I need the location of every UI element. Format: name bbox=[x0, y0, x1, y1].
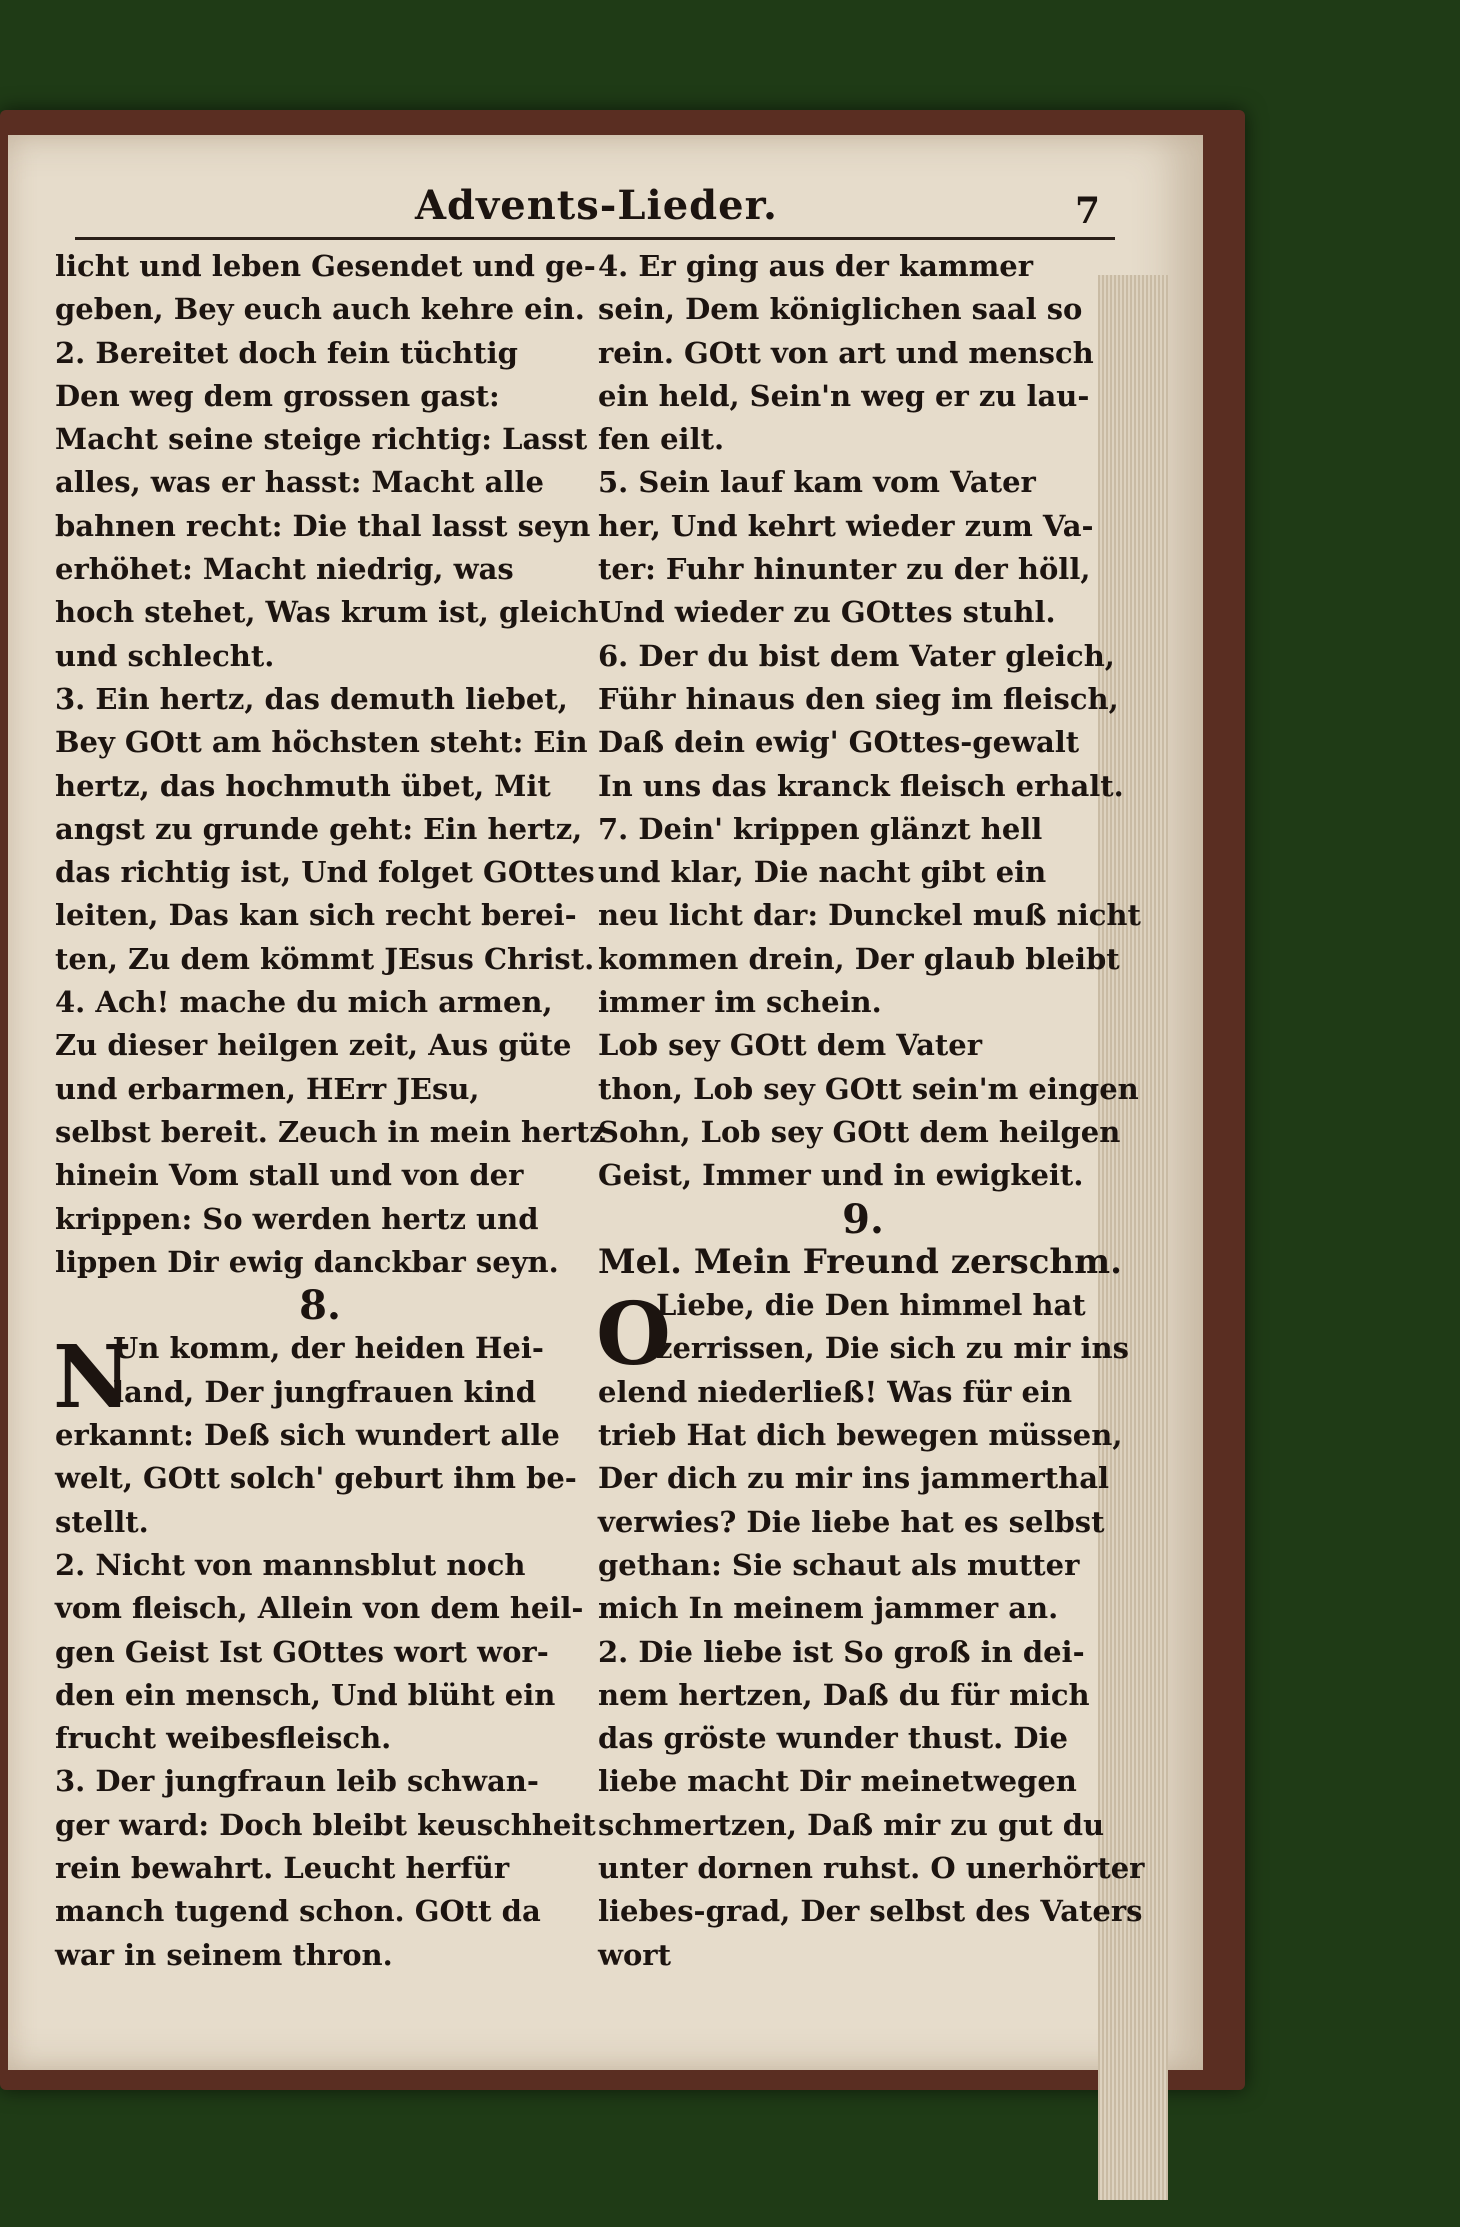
line-text: 5. Sein lauf kam vom Vater bbox=[598, 465, 1036, 500]
text-line bbox=[55, 1154, 585, 1197]
text-line bbox=[55, 894, 585, 937]
line-text: alles, was er hasst: Macht alle bbox=[55, 465, 544, 500]
text-line bbox=[55, 591, 599, 634]
text-line bbox=[55, 245, 596, 288]
text-line bbox=[598, 678, 1128, 721]
line-text: das gröste wunder thust. Die bbox=[598, 1721, 1068, 1756]
line-text: Den weg dem grossen gast: bbox=[55, 378, 500, 413]
line-text: Lob sey GOtt dem Vater bbox=[598, 1028, 983, 1063]
text-line bbox=[55, 418, 588, 461]
text-line bbox=[598, 591, 1128, 634]
text-line bbox=[55, 332, 585, 375]
line-text: 4. Er ging aus der kammer bbox=[598, 249, 1033, 283]
line-text: Un komm, der heiden Hei- bbox=[113, 1331, 544, 1366]
line-text: 7. Dein' krippen glänzt hell bbox=[598, 811, 1043, 846]
line-text: rein. GOtt von art und mensch bbox=[598, 335, 1094, 370]
line-text: 3. Ein hertz, das demuth liebet, bbox=[55, 681, 568, 716]
line-text: elend niederließ! Was für ein bbox=[598, 1374, 1073, 1409]
line-text: kommen drein, Der glaub bleibt bbox=[598, 941, 1120, 976]
text-line bbox=[598, 1760, 1128, 1803]
line-text: mich In meinem jammer an. bbox=[598, 1591, 1059, 1626]
hymn-number bbox=[55, 1282, 585, 1330]
line-text: und erbarmen, HErr JEsu, bbox=[55, 1071, 480, 1106]
line-text: fen eilt. bbox=[598, 422, 725, 457]
text-line bbox=[55, 938, 595, 981]
text-line bbox=[598, 1154, 1128, 1197]
text-line bbox=[55, 1631, 585, 1674]
text-line bbox=[55, 288, 585, 331]
melody-line bbox=[598, 1241, 1128, 1284]
text-line bbox=[598, 288, 1128, 331]
line-text: Daß dein ewig' GOttes-gewalt bbox=[598, 725, 1080, 760]
line-text: 3. Der jungfraun leib schwan- bbox=[55, 1764, 539, 1799]
line-text: ten, Zu dem kömmt JEsus Christ. bbox=[55, 941, 595, 976]
text-line bbox=[55, 1717, 585, 1760]
text-line bbox=[55, 1934, 585, 1977]
line-text: gen Geist Ist GOttes wort wor- bbox=[55, 1634, 549, 1669]
text-line bbox=[598, 1111, 1128, 1154]
line-text: liebes-grad, Der selbst des Vaters bbox=[598, 1894, 1143, 1929]
line-text: licht und leben Gesendet und ge- bbox=[55, 249, 596, 283]
text-line bbox=[598, 505, 1128, 548]
line-text: land, Der jungfrauen kind bbox=[113, 1374, 537, 1409]
drop-cap: N bbox=[53, 1327, 132, 1429]
text-line bbox=[598, 1024, 1128, 1067]
line-text: und schlecht. bbox=[55, 638, 275, 673]
line-text: leiten, Das kan sich recht berei- bbox=[55, 898, 577, 933]
hymn-number bbox=[598, 1195, 1128, 1243]
line-text: das richtig ist, Und folget GOttes bbox=[55, 855, 595, 890]
line-text: hoch stehet, Was krum ist, gleich bbox=[55, 595, 599, 630]
line-text: sein, Dem königlichen saal so bbox=[598, 292, 1083, 327]
line-text: ger ward: Doch bleibt keuschheit bbox=[55, 1807, 596, 1842]
line-text: neu licht dar: Dunckel muß nicht bbox=[598, 898, 1141, 933]
text-line bbox=[55, 1241, 585, 1284]
line-text: unter dornen ruhst. O unerhörter bbox=[598, 1850, 1145, 1885]
line-text: hinein Vom stall und von der bbox=[55, 1158, 524, 1193]
line-text: bahnen recht: Die thal lasst seyn bbox=[55, 508, 591, 543]
line-text: Mel. Mein Freund zerschm. bbox=[598, 1241, 1122, 1282]
line-text: Führ hinaus den sieg im fleisch, bbox=[598, 681, 1119, 716]
line-text: Der dich zu mir ins jammerthal bbox=[598, 1461, 1110, 1496]
line-text: 2. Nicht von mannsblut noch bbox=[55, 1547, 526, 1582]
line-text: hertz, das hochmuth übet, Mit bbox=[55, 768, 551, 803]
line-text: manch tugend schon. GOtt da bbox=[55, 1894, 541, 1929]
line-text: und klar, Die nacht gibt ein bbox=[598, 855, 1047, 890]
text-line bbox=[598, 938, 1128, 981]
text-line bbox=[598, 1371, 1128, 1414]
line-text: trieb Hat dich bewegen müssen, bbox=[598, 1418, 1123, 1453]
line-text: krippen: So werden hertz und bbox=[55, 1201, 539, 1236]
text-line bbox=[598, 1544, 1128, 1587]
text-line bbox=[55, 1847, 585, 1890]
text-line bbox=[55, 1111, 606, 1154]
text-line bbox=[598, 721, 1128, 764]
drop-cap: O bbox=[596, 1284, 671, 1386]
text-line bbox=[55, 1760, 585, 1803]
text-line bbox=[598, 245, 1128, 288]
line-text: Geist, Immer und in ewigkeit. bbox=[598, 1158, 1084, 1193]
text-line bbox=[55, 1544, 585, 1587]
text-line bbox=[598, 1890, 1143, 1933]
text-line bbox=[55, 1587, 585, 1630]
line-text: gethan: Sie schaut als mutter bbox=[598, 1547, 1080, 1582]
text-line bbox=[598, 1804, 1128, 1847]
text-line bbox=[55, 1068, 585, 1111]
line-text: vom fleisch, Allein von dem heil- bbox=[55, 1591, 584, 1626]
header-rule bbox=[75, 237, 1115, 240]
text-line bbox=[55, 1890, 585, 1933]
line-text: 2. Die liebe ist So groß in dei- bbox=[598, 1634, 1085, 1669]
line-text: In uns das kranck fleisch erhalt. bbox=[598, 768, 1124, 803]
text-line bbox=[55, 548, 585, 591]
line-text: zerrissen, Die sich zu mir ins bbox=[656, 1331, 1129, 1366]
text-line bbox=[55, 375, 585, 418]
text-line bbox=[598, 635, 1128, 678]
text-line bbox=[55, 1371, 585, 1414]
text-line bbox=[55, 1414, 585, 1457]
line-text: frucht weibesfleisch. bbox=[55, 1721, 392, 1756]
text-line bbox=[55, 851, 595, 894]
line-text: ter: Fuhr hinunter zu der höll, bbox=[598, 552, 1091, 587]
line-text: nem hertzen, Daß du für mich bbox=[598, 1677, 1090, 1712]
text-line bbox=[598, 1414, 1128, 1457]
line-text: immer im schein. bbox=[598, 985, 882, 1020]
text-line bbox=[55, 1198, 585, 1241]
text-line bbox=[598, 851, 1128, 894]
line-text: selbst bereit. Zeuch in mein hertz bbox=[55, 1114, 606, 1149]
line-text: 8. bbox=[299, 1282, 341, 1330]
right-column bbox=[596, 245, 1145, 1977]
line-text: Bey GOtt am höchsten steht: Ein bbox=[55, 725, 588, 760]
text-line bbox=[598, 461, 1128, 504]
line-text: thon, Lob sey GOtt sein'm eingen bbox=[598, 1071, 1139, 1106]
text-line bbox=[55, 1457, 585, 1500]
line-text: liebe macht Dir meinetwegen bbox=[598, 1764, 1077, 1799]
text-line bbox=[598, 1847, 1145, 1890]
line-text: 2. Bereitet doch fein tüchtig bbox=[55, 335, 518, 370]
line-text: Macht seine steige richtig: Lasst bbox=[55, 422, 588, 457]
text-line bbox=[598, 1934, 1128, 1977]
text-line bbox=[55, 678, 585, 721]
line-text: Und wieder zu GOttes stuhl. bbox=[598, 595, 1056, 630]
line-text: Liebe, die Den himmel hat bbox=[656, 1288, 1086, 1323]
line-text: ein held, Sein'n weg er zu lau- bbox=[598, 378, 1090, 413]
text-line bbox=[598, 1457, 1128, 1500]
text-line bbox=[598, 548, 1128, 591]
text-line bbox=[55, 461, 585, 504]
text-line bbox=[55, 635, 585, 678]
text-line bbox=[55, 1024, 585, 1067]
text-line bbox=[598, 1068, 1139, 1111]
page-number: 7 bbox=[1075, 190, 1101, 232]
text-line bbox=[55, 505, 591, 548]
text-line bbox=[55, 765, 585, 808]
text-line bbox=[598, 1327, 1128, 1370]
text-line bbox=[598, 375, 1128, 418]
text-line bbox=[55, 1501, 585, 1544]
line-text: erhöhet: Macht niedrig, was bbox=[55, 552, 514, 587]
line-text: rein bewahrt. Leucht herfür bbox=[55, 1850, 510, 1885]
text-line bbox=[598, 1587, 1128, 1630]
text-line bbox=[55, 981, 585, 1024]
line-text: stellt. bbox=[55, 1504, 149, 1539]
left-column bbox=[53, 245, 606, 1977]
text-line bbox=[55, 1804, 596, 1847]
text-line bbox=[598, 765, 1128, 808]
text-line bbox=[598, 981, 1128, 1024]
text-line bbox=[598, 1717, 1128, 1760]
line-text: her, Und kehrt wieder zum Va- bbox=[598, 508, 1094, 543]
line-text: Sohn, Lob sey GOtt dem heilgen bbox=[598, 1114, 1121, 1149]
text-line bbox=[598, 418, 1128, 461]
line-text: verwies? Die liebe hat es selbst bbox=[598, 1504, 1105, 1539]
text-line bbox=[598, 1631, 1128, 1674]
line-text: welt, GOtt solch' geburt ihm be- bbox=[55, 1461, 577, 1496]
text-line bbox=[598, 332, 1128, 375]
page-header bbox=[0, 182, 1195, 232]
line-text: lippen Dir ewig danckbar seyn. bbox=[55, 1244, 559, 1279]
text-line bbox=[55, 808, 585, 851]
line-text: 4. Ach! mache du mich armen, bbox=[55, 985, 553, 1020]
text-line bbox=[598, 808, 1128, 851]
line-text: geben, Bey euch auch kehre ein. bbox=[55, 292, 585, 327]
line-text: erkannt: Deß sich wundert alle bbox=[55, 1418, 560, 1453]
line-text: Zu dieser heilgen zeit, Aus güte bbox=[55, 1028, 572, 1063]
line-text: 6. Der du bist dem Vater gleich, bbox=[598, 638, 1115, 673]
text-line bbox=[598, 1501, 1128, 1544]
text-line bbox=[598, 1674, 1128, 1717]
line-text: den ein mensch, Und blüht ein bbox=[55, 1677, 556, 1712]
line-text: wort bbox=[598, 1937, 671, 1972]
line-text: 9. bbox=[842, 1195, 884, 1243]
text-line bbox=[55, 721, 588, 764]
line-text: angst zu grunde geht: Ein hertz, bbox=[55, 811, 583, 846]
line-text: schmertzen, Daß mir zu gut du bbox=[598, 1807, 1105, 1842]
line-text: war in seinem thron. bbox=[55, 1937, 393, 1972]
running-title: Advents-Lieder. bbox=[415, 182, 778, 229]
text-line bbox=[598, 894, 1141, 937]
text-line bbox=[55, 1674, 585, 1717]
